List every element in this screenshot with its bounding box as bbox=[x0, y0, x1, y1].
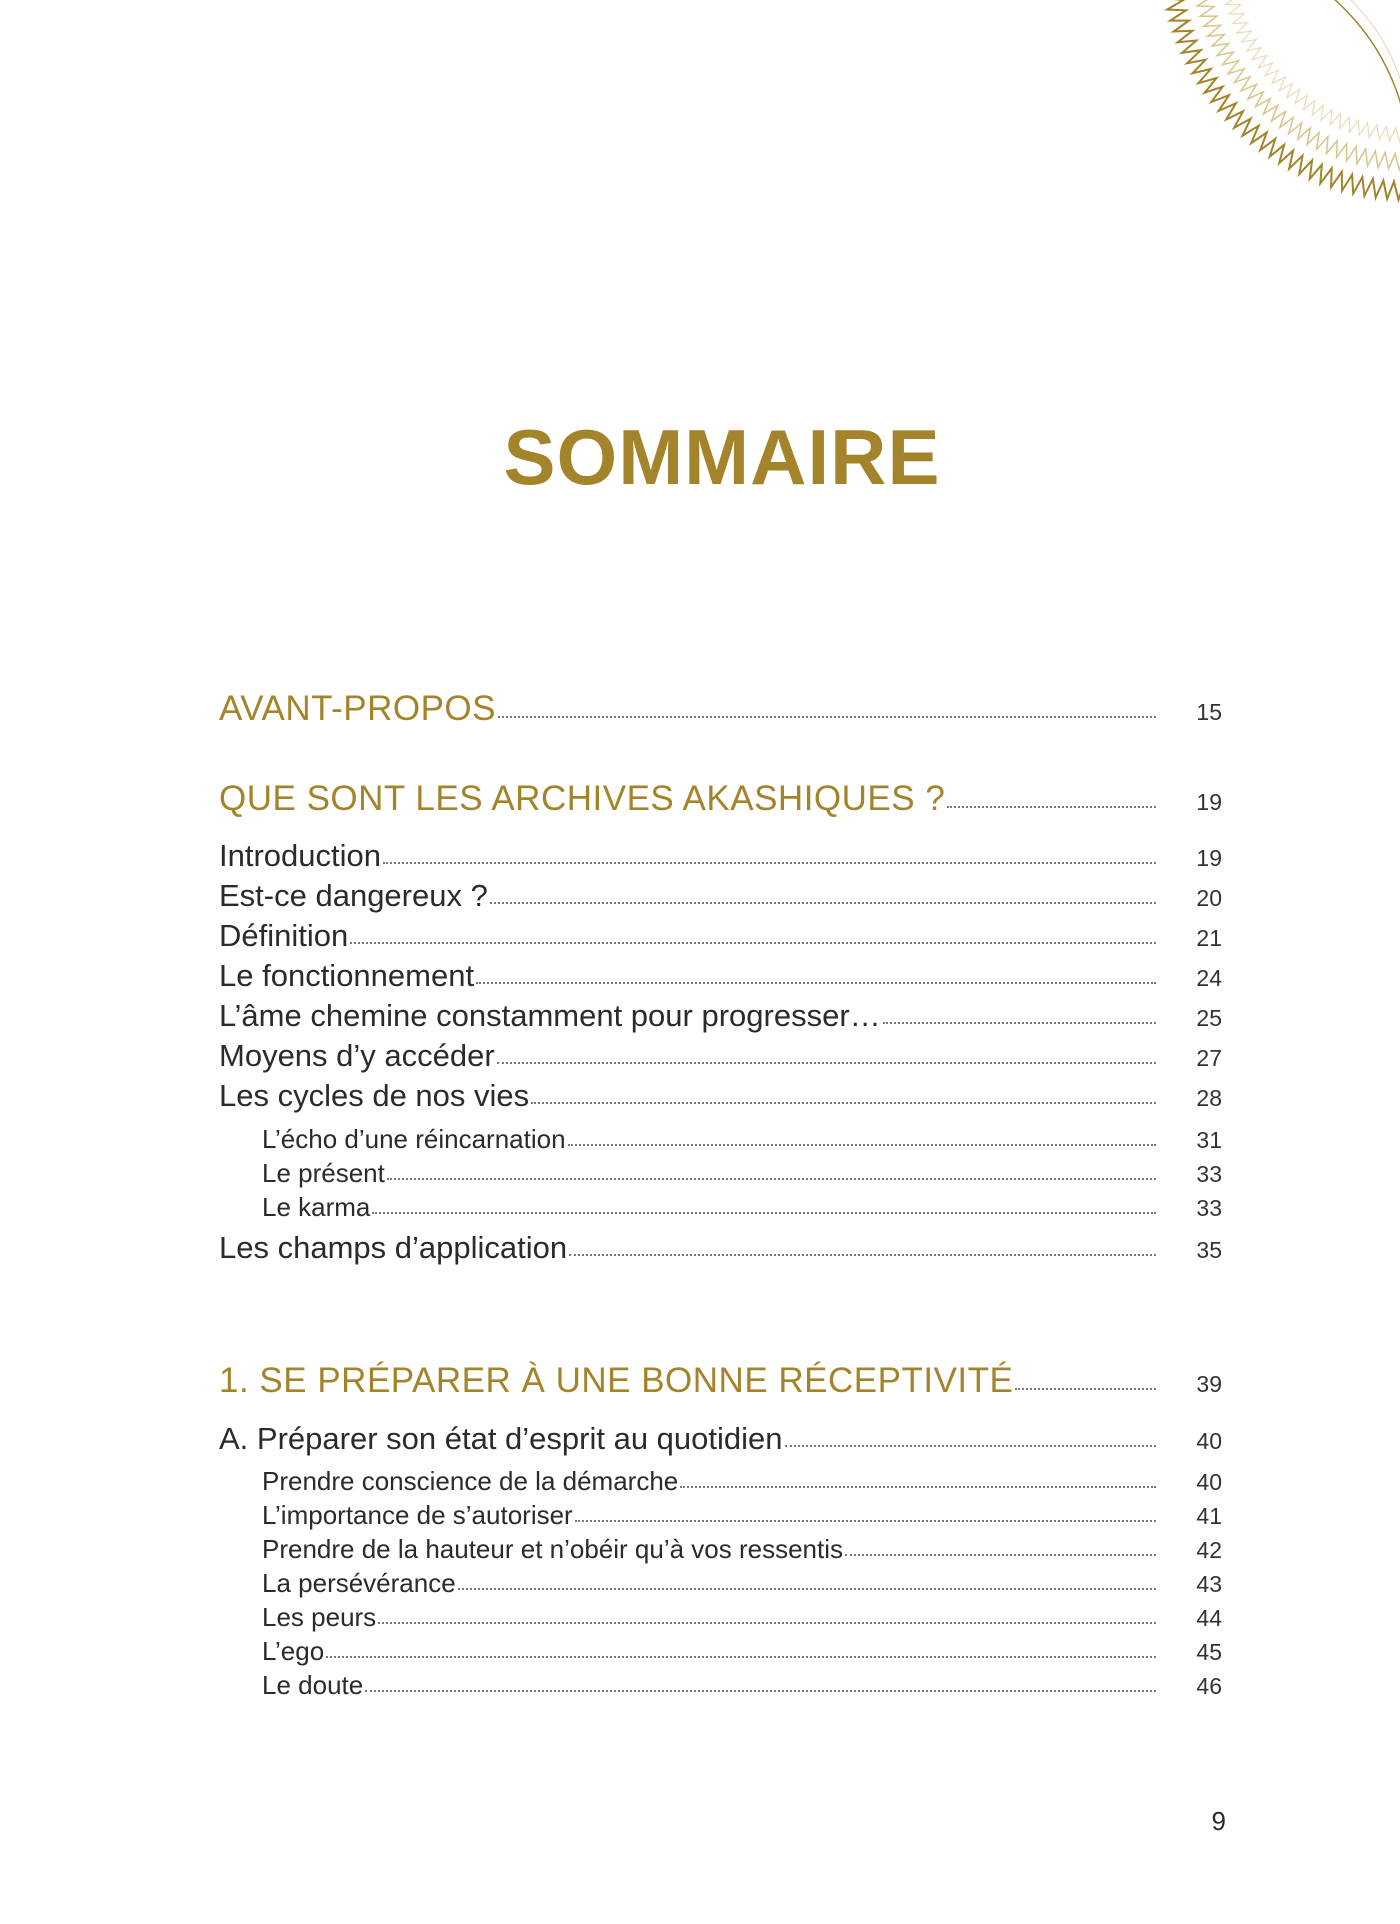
toc-entry-page: 45 bbox=[1196, 1639, 1222, 1665]
toc-entry-label: Le fonctionnement bbox=[219, 958, 475, 993]
toc-entry-label: AVANT-PROPOS bbox=[219, 689, 496, 728]
toc-entry-label: Définition bbox=[219, 918, 349, 953]
toc-entry-page: 35 bbox=[1196, 1237, 1222, 1263]
toc-entry-label: La persévérance bbox=[262, 1568, 456, 1598]
toc-entry-page: 40 bbox=[1196, 1469, 1222, 1495]
toc-entry-label: 1. SE PRÉPARER À UNE BONNE RÉCEPTIVITÉ bbox=[219, 1361, 1014, 1400]
toc-entry[interactable] bbox=[262, 1568, 1222, 1599]
toc-entry[interactable] bbox=[219, 1361, 1222, 1401]
toc-entry[interactable] bbox=[219, 1078, 1222, 1114]
toc-entry-label: Prendre conscience de la démarche bbox=[262, 1466, 679, 1496]
toc-entry[interactable] bbox=[262, 1124, 1222, 1155]
toc-entry[interactable] bbox=[219, 779, 1222, 819]
toc-entry[interactable] bbox=[262, 1192, 1222, 1223]
dot-leader bbox=[785, 1444, 1156, 1447]
toc-entry[interactable] bbox=[219, 998, 1222, 1034]
toc-entry-label: L’ego bbox=[262, 1636, 325, 1666]
dot-leader bbox=[531, 1101, 1156, 1104]
dot-leader bbox=[350, 941, 1156, 944]
toc-entry-page: 33 bbox=[1196, 1195, 1222, 1221]
dot-leader bbox=[365, 1689, 1156, 1692]
toc-entry-page: 41 bbox=[1196, 1503, 1222, 1529]
toc-entry-label: Moyens d’y accéder bbox=[219, 1038, 495, 1073]
dot-leader bbox=[575, 1519, 1156, 1522]
toc-entry-page: 19 bbox=[1196, 789, 1222, 815]
toc-entry-page: 42 bbox=[1196, 1537, 1222, 1563]
toc-entry-page: 39 bbox=[1196, 1371, 1222, 1397]
toc-entry-label: QUE SONT LES ARCHIVES AKASHIQUES ? bbox=[219, 779, 946, 818]
dot-leader bbox=[383, 861, 1156, 864]
toc-entry[interactable] bbox=[262, 1158, 1222, 1189]
toc-entry-page: 20 bbox=[1196, 885, 1222, 911]
dot-leader bbox=[378, 1621, 1156, 1624]
toc-entry[interactable] bbox=[262, 1636, 1222, 1667]
dot-leader bbox=[883, 1021, 1156, 1024]
toc-entry[interactable] bbox=[262, 1670, 1222, 1701]
toc-entry[interactable] bbox=[262, 1500, 1222, 1531]
page-number: 9 bbox=[1211, 1806, 1226, 1836]
toc-entry-label: L’importance de s’autoriser bbox=[262, 1500, 573, 1530]
toc-entry-page: 31 bbox=[1196, 1127, 1222, 1153]
dot-leader bbox=[845, 1553, 1156, 1556]
dot-leader bbox=[326, 1655, 1156, 1658]
toc-entry-page: 44 bbox=[1196, 1605, 1222, 1631]
toc-entry[interactable] bbox=[262, 1602, 1222, 1633]
toc-entry[interactable] bbox=[262, 1534, 1222, 1565]
dot-leader bbox=[1015, 1387, 1156, 1390]
dot-leader bbox=[947, 805, 1156, 808]
toc-entry[interactable] bbox=[219, 838, 1222, 874]
toc-entry-page: 33 bbox=[1196, 1161, 1222, 1187]
toc-entry[interactable] bbox=[219, 1421, 1222, 1457]
toc-entry-page: 28 bbox=[1196, 1085, 1222, 1111]
toc-entry-label: Le karma bbox=[262, 1192, 371, 1222]
toc-entry[interactable] bbox=[219, 918, 1222, 954]
toc-entry-label: Les champs d’application bbox=[219, 1230, 568, 1265]
ornament-zigzag bbox=[1190, 0, 1400, 170]
toc-entry-page: 24 bbox=[1196, 965, 1222, 991]
toc-entry-label: Le doute bbox=[262, 1670, 364, 1700]
toc-entry-label: Est-ce dangereux ? bbox=[219, 878, 488, 913]
dot-leader bbox=[568, 1143, 1156, 1146]
toc-entry-label: Les peurs bbox=[262, 1602, 377, 1632]
toc-entry-label: Les cycles de nos vies bbox=[219, 1078, 530, 1113]
dot-leader bbox=[490, 901, 1156, 904]
toc-entry-label: Le présent bbox=[262, 1158, 385, 1188]
toc-entry-page: 46 bbox=[1196, 1673, 1222, 1699]
dot-leader bbox=[476, 981, 1156, 984]
toc-entry-page: 19 bbox=[1196, 845, 1222, 871]
toc-entry-page: 25 bbox=[1196, 1005, 1222, 1031]
toc-entry-label: Introduction bbox=[219, 838, 381, 873]
toc-entry-label: L’âme chemine constamment pour progresser… bbox=[219, 998, 881, 1033]
toc-entry-page: 21 bbox=[1196, 925, 1222, 951]
toc-entry[interactable] bbox=[219, 689, 1222, 729]
dot-leader bbox=[498, 715, 1156, 718]
dot-leader bbox=[497, 1061, 1156, 1064]
dot-leader bbox=[680, 1485, 1156, 1488]
dot-leader bbox=[458, 1587, 1156, 1590]
dot-leader bbox=[387, 1177, 1156, 1180]
toc-entry-page: 43 bbox=[1196, 1571, 1222, 1597]
dot-leader bbox=[569, 1253, 1156, 1256]
toc-entry-page: 27 bbox=[1196, 1045, 1222, 1071]
toc-entry[interactable] bbox=[262, 1466, 1222, 1497]
page-title: SOMMAIRE bbox=[503, 413, 941, 501]
toc-entry[interactable] bbox=[219, 1038, 1222, 1074]
toc-entry-label: L’écho d’une réincarnation bbox=[262, 1124, 566, 1154]
toc-entry[interactable] bbox=[219, 1230, 1222, 1266]
toc-entry[interactable] bbox=[219, 878, 1222, 914]
toc-entry-label: Prendre de la hauteur et n’obéir qu’à vos ressentis bbox=[262, 1534, 844, 1564]
dot-leader bbox=[372, 1211, 1156, 1214]
toc-entry-page: 40 bbox=[1196, 1428, 1222, 1454]
toc-entry[interactable] bbox=[219, 958, 1222, 994]
mandala-ornament-icon bbox=[1120, 0, 1400, 280]
toc-entry-label: A. Préparer son état d’esprit au quotidien bbox=[219, 1421, 783, 1456]
toc-entry-page: 15 bbox=[1196, 699, 1222, 725]
